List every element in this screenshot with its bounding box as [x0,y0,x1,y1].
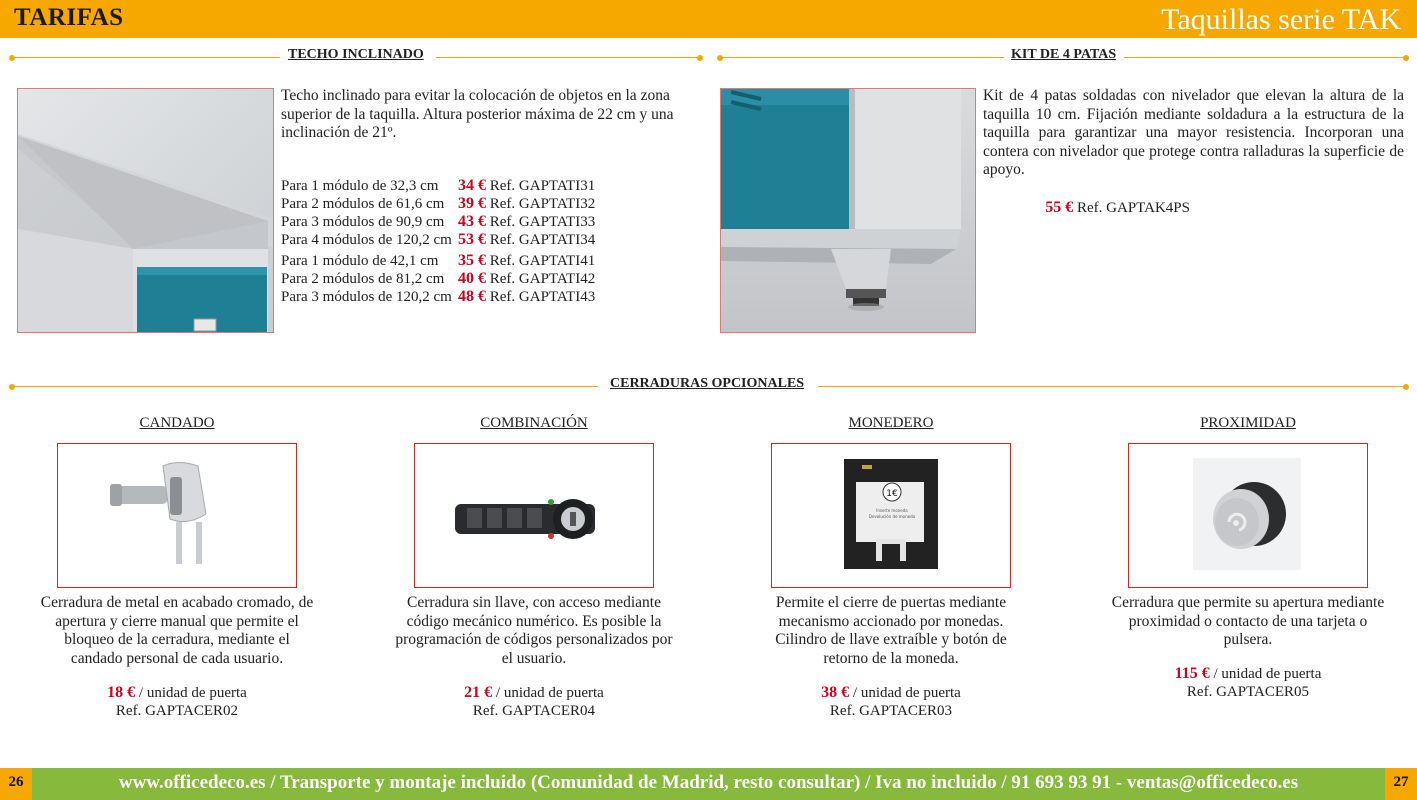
page-number-left: 26 [0,768,32,800]
candado-description: Cerradura de metal en acabado cromado, de apertura y cierre manual que permite el bloqueo de la cerradura, mediante el candado personal de cada usuario. [40,594,314,667]
monedero-price: 38 € [821,684,850,701]
coin-insert-label: Inserte moneda [876,508,908,513]
kit-patas-image [720,88,976,333]
candado-ref: Ref. GAPTACER02 [115,703,239,719]
proximidad-price: 115 € [1174,665,1210,682]
lock-title-proximidad: PROXIMIDAD [1200,415,1296,431]
price-row: Para 3 módulos de 90,9 cm 43 € Ref. GAPTATI33 [281,213,596,230]
proximity-lock-icon [1129,444,1368,588]
section-heading-cerraduras [12,376,1406,396]
combinacion-price: 21 € [464,684,493,701]
candado-price-line [57,684,297,702]
proximidad-price-line [1128,665,1368,683]
patas-price: 55 € [1045,199,1074,216]
techo-price-list-2 [281,252,595,306]
lock-title-combinacion: COMBINACIÓN [480,415,588,431]
candado-price: 18 € [107,684,136,701]
footer-contact-text: www.officedeco.es / Transporte y montaje incluido (Comunidad de Madrid, resto consultar) / Iva no incluido / 91 693 93 91 - ventas@officedeco.es [118,772,1299,793]
unit-label: / unidad de puerta [852,685,961,701]
coin-lock-icon [772,444,1011,588]
padlock-cam-lock-icon [58,444,297,588]
price-row: Para 4 módulos de 120,2 cm 53 € Ref. GAPTATI34 [281,231,596,248]
techo-inclinado-image [17,88,274,333]
cerraduras-title: CERRADURAS OPCIONALES [610,376,805,391]
lock-title-candado: CANDADO [139,415,215,431]
combinacion-ref: Ref. GAPTACER04 [472,703,596,719]
proximidad-image [1128,443,1368,588]
patas-title: KIT DE 4 PATAS [1011,47,1117,62]
unit-label: / unidad de puerta [1213,666,1322,682]
techo-price-list-1 [281,177,595,249]
techo-title: TECHO INCLINADO [288,47,424,62]
proximidad-description: Cerradura que permite su apertura mediante proximidad o contacto de una tarjeta o pulsera. [1111,594,1385,648]
section-heading-patas [720,47,1406,67]
price-row: Para 3 módulos de 120,2 cm 48 € Ref. GAPTATI43 [281,288,596,305]
combination-lock-icon [415,444,654,588]
page-title: Taquillas serie TAK [1161,3,1401,36]
price-row: Para 1 módulo de 32,3 cm 34 € Ref. GAPTATI31 [281,177,596,194]
patas-description: Kit de 4 patas soldadas con nivelador que elevan la altura de la taquilla 10 cm. Fijación mediante soldadura a la estructura de la taquilla para garantizar una mayor resistencia. Incorporan una contera con nivelador que protege contra ralladuras la superficie de apoyo. [983,87,1404,178]
monedero-image [771,443,1011,588]
patas-price-line [983,199,1190,217]
coin-label: 1€ [886,489,898,499]
combinacion-description: Cerradura sin llave, con acceso mediante código mecánico numérico. Es posible la programación de códigos personalizados por el usuario. [395,594,673,667]
monedero-description: Permite el cierre de puertas mediante mecanismo accionado por monedas. Cilindro de llave extraíble y botón de retorno de la moneda. [775,594,1007,667]
unit-label: / unidad de puerta [495,685,604,701]
page-number-right: 27 [1385,768,1417,800]
unit-label: / unidad de puerta [138,685,247,701]
locker-legs-illustration [721,89,976,333]
proximidad-ref: Ref. GAPTACER05 [1186,684,1310,700]
patas-ref: Ref. GAPTAK4PS [1077,200,1190,216]
monedero-ref: Ref. GAPTACER03 [829,703,953,719]
price-row: Para 2 módulos de 81,2 cm 40 € Ref. GAPTATI42 [281,270,596,287]
techo-description: Techo inclinado para evitar la colocación de objetos en la zona superior de la taquilla. Altura posterior máxima de 22 cm y una inclinación de 21º. [281,87,674,141]
price-row: Para 2 módulos de 61,6 cm 39 € Ref. GAPTATI32 [281,195,596,212]
page-section-title: TARIFAS [14,4,124,31]
price-row: Para 1 módulo de 42,1 cm 35 € Ref. GAPTATI41 [281,252,596,269]
candado-image [57,443,297,588]
combinacion-image [414,443,654,588]
coin-return-label: Devolución de moneda [868,514,916,519]
monedero-price-line [771,684,1011,702]
section-heading-techo [12,47,700,67]
sloped-roof-locker-illustration [18,89,274,333]
combinacion-price-line [414,684,654,702]
lock-title-monedero: MONEDERO [848,415,934,431]
